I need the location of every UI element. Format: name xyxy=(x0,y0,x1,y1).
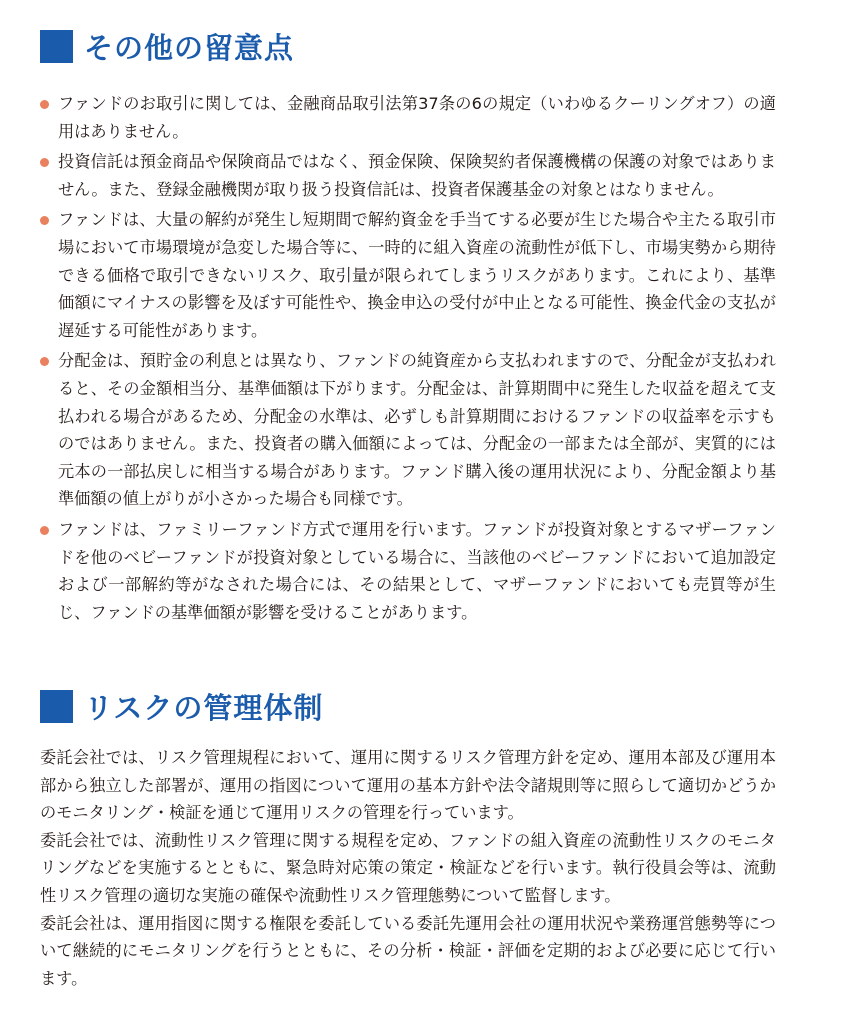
bullet-dot-icon xyxy=(40,100,49,109)
bullet-dot-icon xyxy=(40,216,49,225)
other-notes-heading xyxy=(40,26,844,66)
risk-management-title: リスクの管理体制 xyxy=(84,690,324,725)
heading-square-icon xyxy=(40,690,73,723)
other-notes-list xyxy=(40,90,776,629)
note-item-cooling-off xyxy=(40,90,776,145)
other-notes-section xyxy=(0,26,844,622)
bullet-dot-icon xyxy=(40,526,49,535)
other-notes-title: その他の留意点 xyxy=(84,30,295,65)
note-item-family-fund xyxy=(40,516,776,626)
bullet-dot-icon xyxy=(40,357,49,366)
note-item-text: ファンドのお取引に関しては、金融商品取引法第37条の6の規定（いわゆるクーリングオフ）の適用はありません。 xyxy=(58,94,776,141)
note-item-text: 分配金は、預貯金の利息とは異なり、ファンドの純資産から支払われますので、分配金が支払われると、その金額相当分、基準価額は下がります。分配金は、計算期間中に発生した収益を超えて支払われる場合があるため、分配金の水準は、必ずしも計算期間におけるファンドの収益率を示すものではありません。また、投資者の購入価額によっては、分配金の一部または全部が、実質的には元本の一部払戻しに相当する場合があります。ファンド購入後の運用状況により、分配金額より基準価額の値上がりが小さかった場合も同様です。 xyxy=(58,351,776,509)
note-item-distribution xyxy=(40,347,776,513)
bullet-dot-icon xyxy=(40,158,49,167)
heading-square-icon xyxy=(40,30,73,63)
risk-paragraph: 委託会社は、運用指図に関する権限を委託している委託先運用会社の運用状況や業務運営態勢等について継続的にモニタリングを行うとともに、その分析・検証・評価を定期的および必要に応じて行います。 xyxy=(40,913,776,988)
note-item-text: ファンドは、大量の解約が発生し短期間で解約資金を手当てする必要が生じた場合や主たる取引市場において市場環境が急変した場合等に、一時的に組入資産の流動性が低下し、市場実勢から期待できる価格で取引できないリスク、取引量が限られてしまうリスクがあります。これにより、基準価額にマイナスの影響を及ぼす可能性や、換金申込の受付が中止となる可能性、換金代金の支払が遅延する可能性があります。 xyxy=(58,210,776,340)
note-item-text: 投資信託は預金商品や保険商品ではなく、預金保険、保険契約者保護機構の保護の対象ではありません。また、登録金融機関が取り扱う投資信託は、投資者保護基金の対象とはなりません。 xyxy=(58,152,776,199)
risk-management-body xyxy=(40,744,776,992)
note-item-deposit-insurance xyxy=(40,148,776,203)
note-item-liquidity xyxy=(40,206,776,344)
risk-paragraph: 委託会社では、リスク管理規程において、運用に関するリスク管理方針を定め、運用本部及び運用本部から独立した部署が、運用の指図について運用の基本方針や法令諸規則等に照らして適切かどうかのモニタリング・検証を通じて運用リスクの管理を行っています。 xyxy=(40,748,776,823)
risk-paragraph: 委託会社では、流動性リスク管理に関する規程を定め、ファンドの組入資産の流動性リスクのモニタリングなどを実施するとともに、緊急時対応策の策定・検証などを行います。執行役員会等は、流動性リスク管理の適切な実施の確保や流動性リスク管理態勢について監督します。 xyxy=(40,830,776,905)
risk-management-heading xyxy=(40,686,844,726)
risk-management-section xyxy=(0,686,844,988)
note-item-text: ファンドは、ファミリーファンド方式で運用を行います。ファンドが投資対象とするマザーファンドを他のベビーファンドが投資対象としている場合に、当該他のベビーファンドにおいて追加設定および一部解約等がなされた場合には、その結果として、マザーファンドにおいても売買等が生じ、ファンドの基準価額が影響を受けることがあります。 xyxy=(58,519,776,622)
